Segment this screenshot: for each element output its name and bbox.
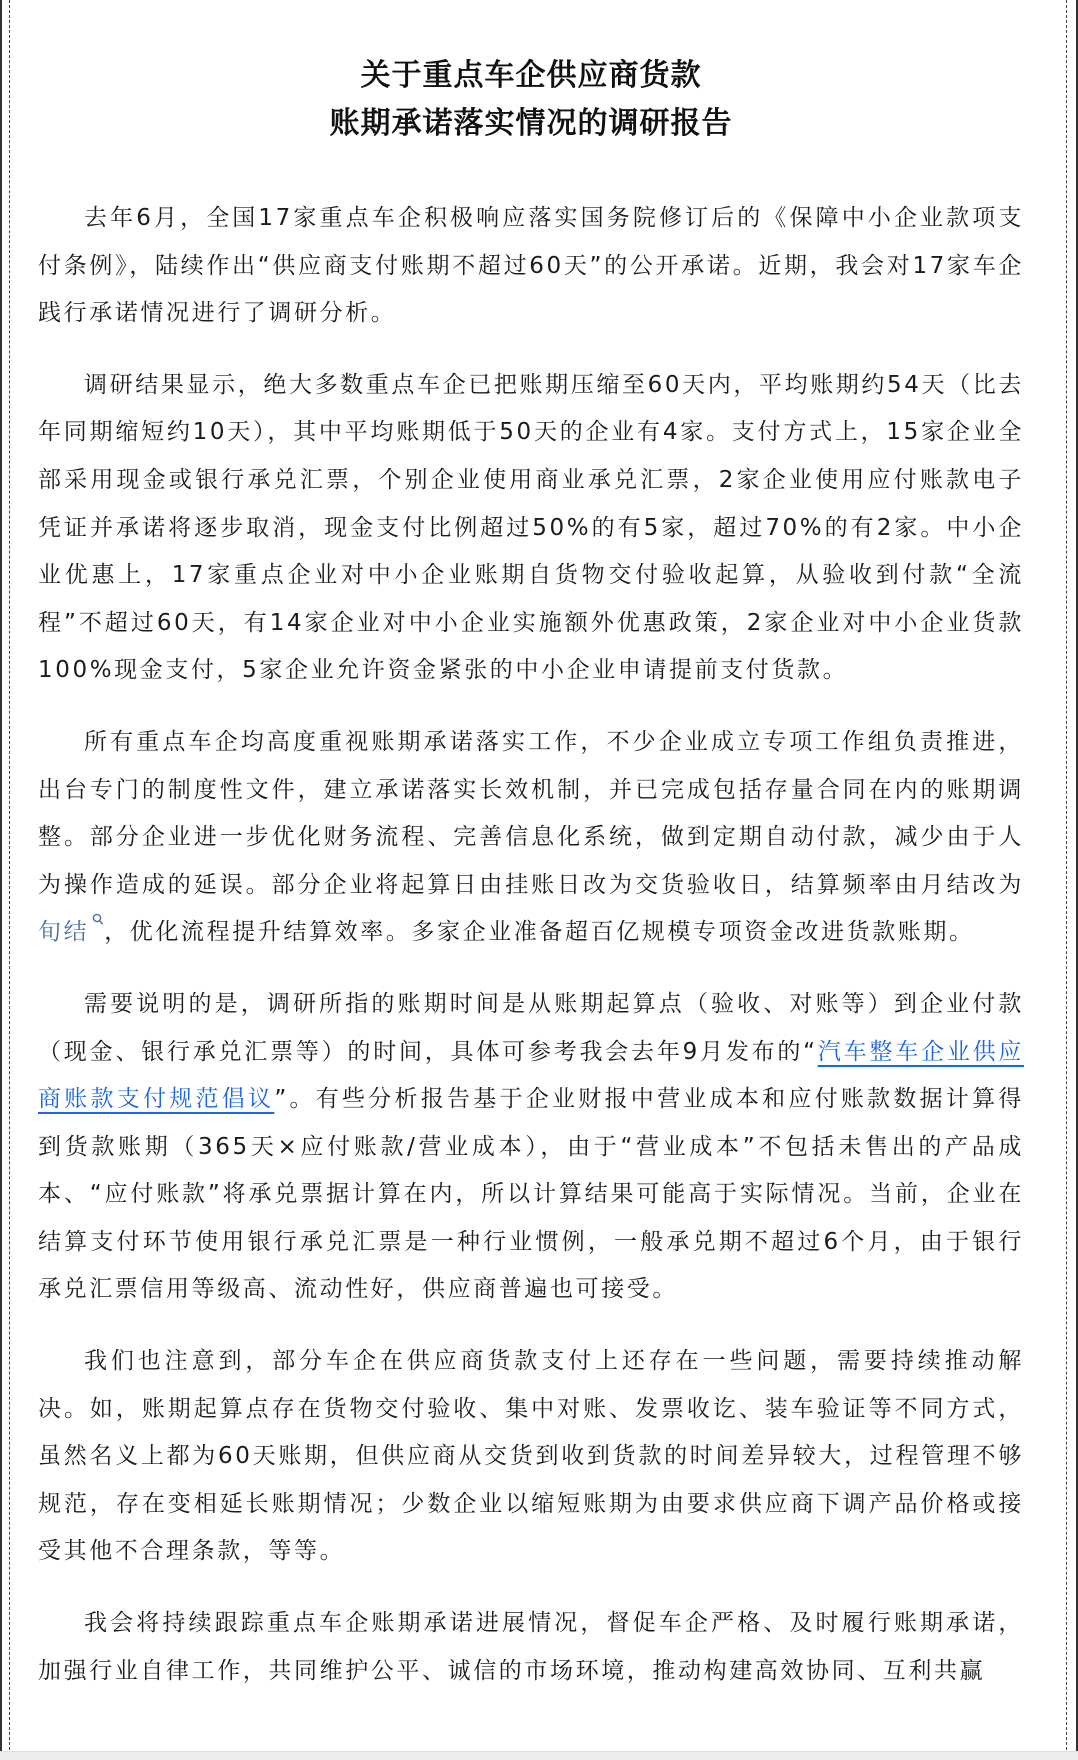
document-page (38, 0, 1024, 1695)
document-title (38, 0, 1024, 148)
paragraph-gap (38, 1314, 1024, 1338)
paragraph-6: 我会将持续跟踪重点车企账期承诺进展情况，督促车企严格、及时履行账期承诺，加强行业自律工作，共同维护公平、诚信的市场环境，推动构建高效协同、互利共赢 (38, 1610, 1024, 1684)
paragraph-3-text-after: ，优化流程提升结算效率。多家企业准备超百亿规模专项资金改进货款账期。 (104, 919, 975, 946)
paragraph-3 (38, 719, 1024, 957)
paragraph-3-text-before: 所有重点车企均高度重视账期承诺落实工作，不少企业成立专项工作组负责推进，出台专门的制度性文件，建立承诺落实长效机制，并已完成包括存量合同在内的账期调整。部分企业进一步优化财务流程、完善信息化系统，做到定期自动付款，减少由于人为操作造成的延误。部分企业将起算日由挂账日改为交货验收日，结算频率由月结改为 (38, 728, 1024, 898)
initiative-link[interactable]: 汽车整车企业供应商账款支付规范倡议 (38, 1038, 1024, 1113)
title-line-2: 账期承诺落实情况的调研报告 (329, 106, 733, 141)
outer-border-left (0, 0, 2, 1760)
paragraph-1: 去年6月，全国17家重点车企积极响应落实国务院修订后的《保障中小企业款项支付条例》，陆续作出“供应商支付账期不超过60天”的公开承诺。近期，我会对17家车企践行承诺情况进行了调研分析。 (38, 205, 1024, 327)
paragraph-gap (38, 957, 1024, 981)
paragraph-gap (38, 695, 1024, 719)
search-icon[interactable] (92, 913, 104, 927)
paragraph-gap (38, 338, 1024, 362)
paragraph-gap (38, 1576, 1024, 1600)
bottom-scroll-edge (0, 1751, 1078, 1760)
paragraph-4 (38, 981, 1024, 1314)
keyword-text[interactable]: 旬结 (38, 919, 90, 946)
paragraph-5: 我们也注意到，部分车企在供应商货款支付上还存在一些问题，需要持续推动解决。如，账期起算点存在货物交付验收、集中对账、发票收讫、装车验证等不同方式，虽然名义上都为60天账期，但供应商从交货到收到货款的时间差异较大，过程管理不够规范，存在变相延长账期情况；少数企业以缩短账期为由要求供应商下调产品价格或接受其他不合理条款，等等。 (38, 1348, 1024, 1565)
paragraph-2: 调研结果显示，绝大多数重点车企已把账期压缩至60天内，平均账期约54天（比去年同期缩短约10天），其中平均账期低于50天的企业有4家。支付方式上，15家企业全部采用现金或银行承兑汇票，个别企业使用商业承兑汇票，2家企业使用应付账款电子凭证并承诺将逐步取消，现金支付比例超过50%的有5家，超过70%的有2家。中小企业优惠上，17家重点企业对中小企业账期自货物交付验收起算，从验收到付款“全流程”不超过60天，有14家企业对中小企业实施额外优惠政策，2家企业对中小企业货款100%现金支付，5家企业允许资金紧张的中小企业申请提前支付货款。 (38, 371, 1024, 684)
title-line-1: 关于重点车企供应商货款 (360, 58, 702, 93)
keyword-search-link[interactable] (38, 919, 104, 945)
dashed-guide-left (9, 0, 10, 1760)
dashed-guide-right (1066, 0, 1067, 1760)
paragraph-4-text-after: ”。有些分析报告基于企业财报中营业成本和应付账款数据计算得到货款账期（365天×应付账款/营业成本），由于“营业成本”不包括未售出的产品成本、“应付账款”将承兑票据计算在内，所以计算结果可能高于实际情况。当前，企业在结算支付环节使用银行承兑汇票是一种行业惯例，一般承兑期不超过6个月，由于银行承兑汇票信用等级高、流动性好，供应商普遍也可接受。 (38, 1086, 1024, 1303)
paragraph-4-text-before: 需要说明的是，调研所指的账期时间是从账期起算点（验收、对账等）到企业付款（现金、银行承兑汇票等）的时间，具体可参考我会去年9月发布的“ (38, 990, 1024, 1065)
